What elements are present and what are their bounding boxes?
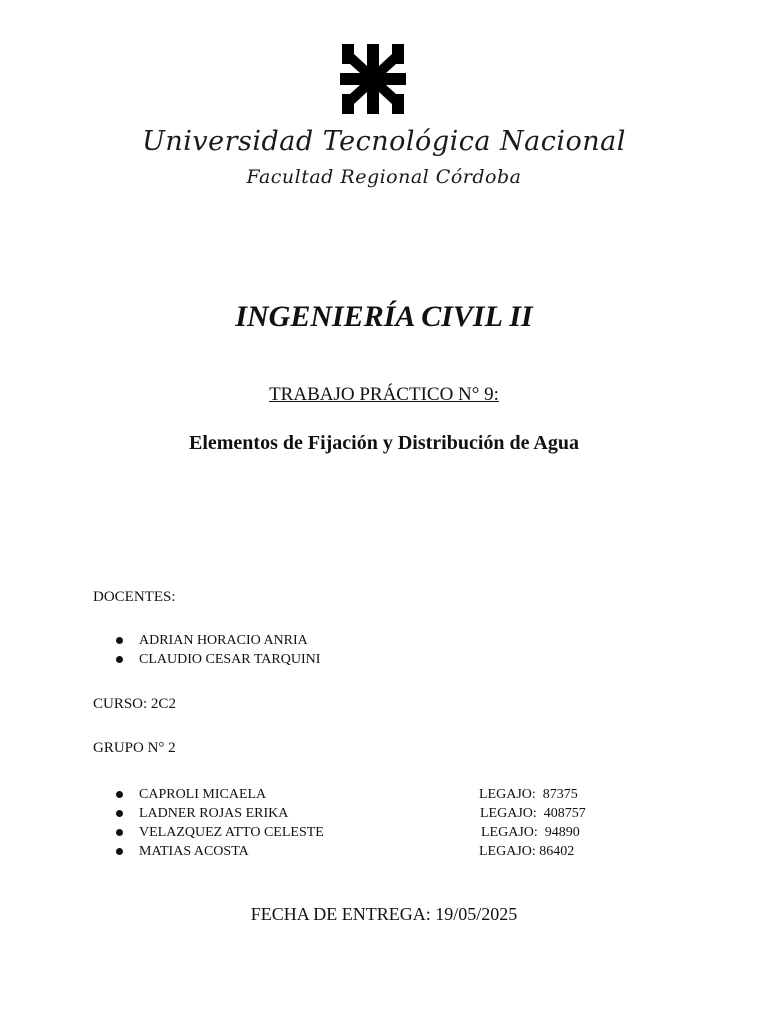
- utn-logo-icon: [340, 44, 406, 114]
- bullet-icon: [116, 810, 123, 817]
- docentes-list: [116, 631, 320, 669]
- docente-name: ADRIAN HORACIO ANRIA: [139, 633, 308, 648]
- curso-label: CURSO: 2C2: [93, 696, 176, 712]
- bullet-icon: [116, 791, 123, 798]
- document-topic: Elementos de Fijación y Distribución de Agua: [188, 432, 579, 454]
- grupo-label: GRUPO N° 2: [93, 740, 176, 756]
- university-name: Universidad Tecnológica Nacional: [142, 126, 626, 157]
- faculty-name: Facultad Regional Córdoba: [246, 166, 522, 188]
- list-item: [116, 650, 320, 669]
- member-legajo: LEGAJO: 94890: [481, 825, 580, 840]
- list-item: [116, 631, 320, 650]
- member-legajo: LEGAJO: 408757: [480, 806, 586, 821]
- document-title: INGENIERÍA CIVIL II: [235, 300, 533, 333]
- bullet-icon: [116, 848, 123, 855]
- member-name: VELAZQUEZ ATTO CELESTE: [139, 825, 324, 840]
- docentes-label: DOCENTES:: [93, 589, 176, 605]
- member-name: LADNER ROJAS ERIKA: [139, 806, 289, 821]
- list-item: [116, 785, 578, 804]
- member-legajo: LEGAJO: 87375: [479, 787, 578, 802]
- list-item: [116, 842, 575, 861]
- delivery-date: FECHA DE ENTREGA: 19/05/2025: [250, 904, 518, 924]
- bullet-icon: [116, 637, 123, 644]
- bullet-icon: [116, 656, 123, 663]
- group-members-list: [116, 785, 586, 861]
- list-item: [116, 804, 586, 823]
- document-subtitle: TRABAJO PRÁCTICO N° 9:: [269, 384, 499, 405]
- member-name: MATIAS ACOSTA: [139, 844, 249, 859]
- bullet-icon: [116, 829, 123, 836]
- member-legajo: LEGAJO: 86402: [479, 844, 575, 859]
- list-item: [116, 823, 580, 842]
- docente-name: CLAUDIO CESAR TARQUINI: [139, 652, 321, 667]
- member-name: CAPROLI MICAELA: [139, 787, 267, 802]
